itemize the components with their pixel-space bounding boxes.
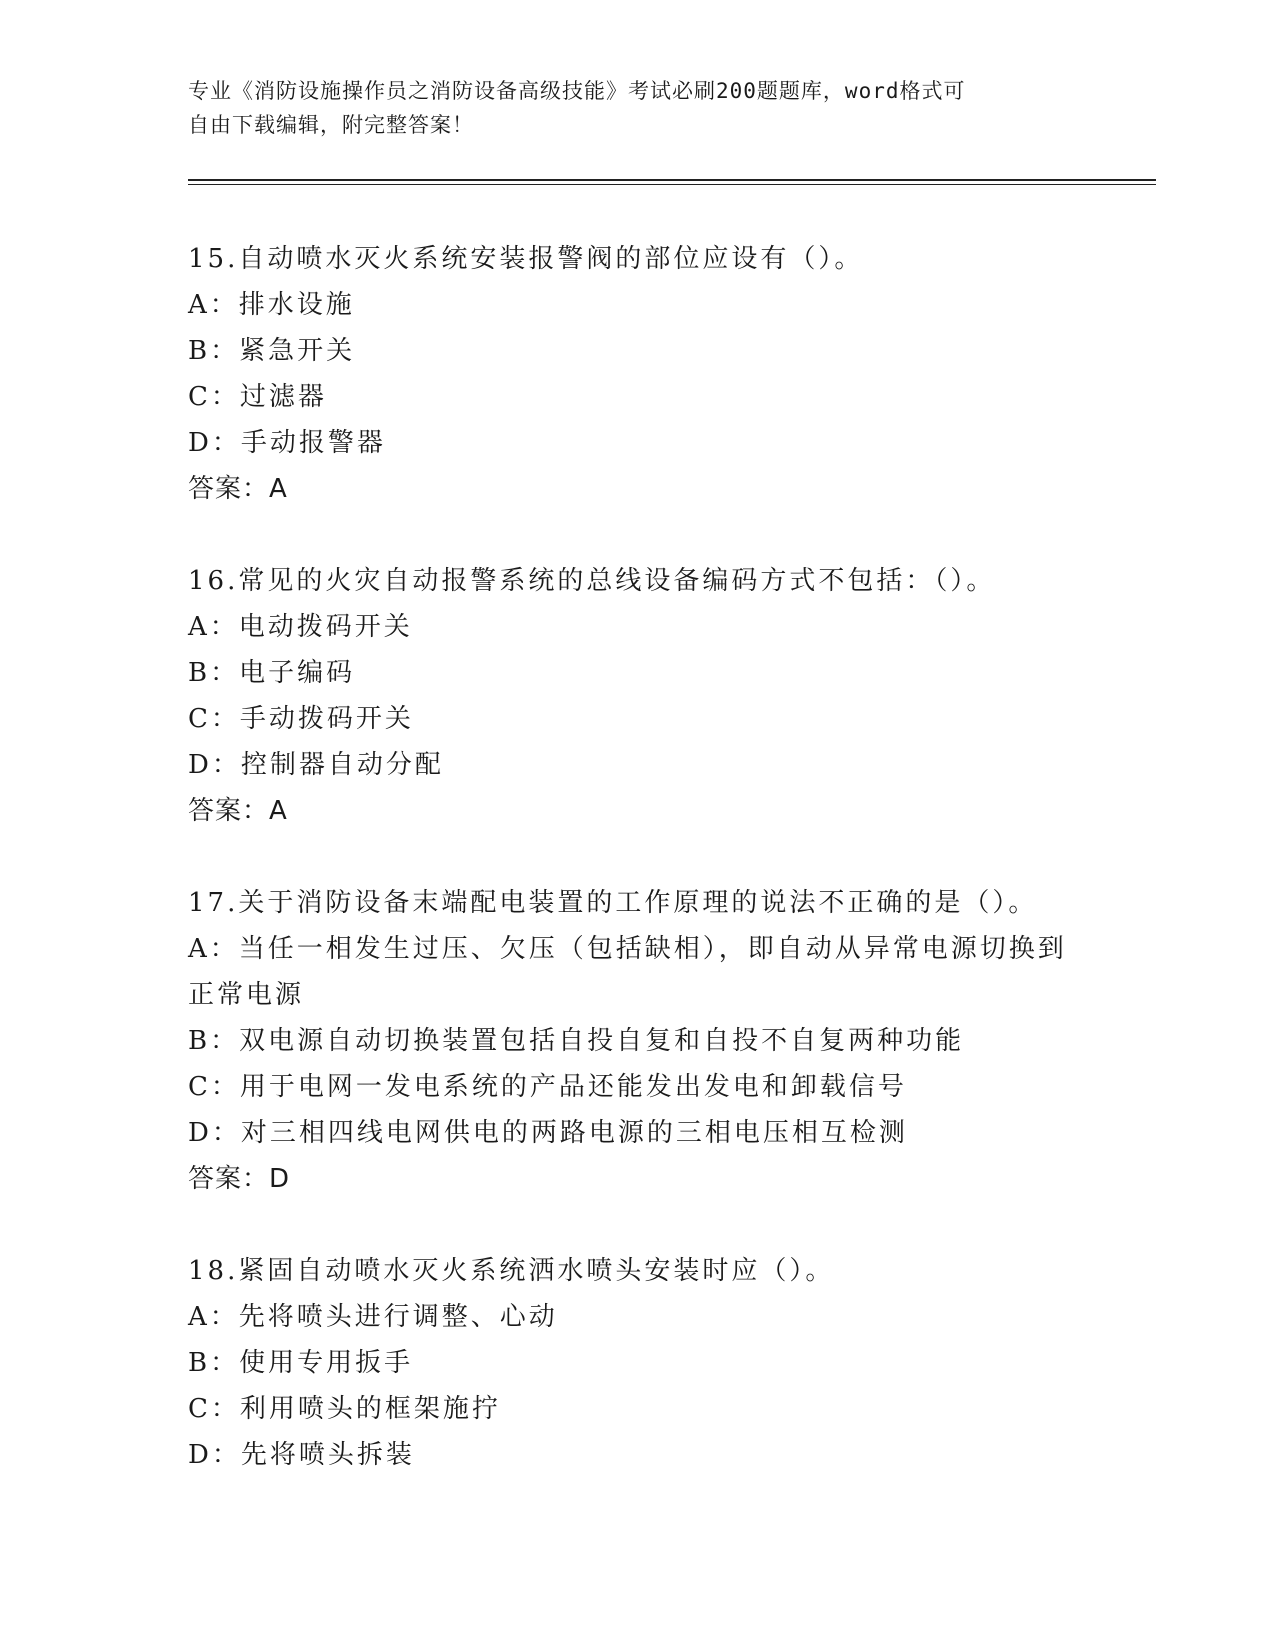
document-header <box>188 74 1088 142</box>
question-stem: 15.自动喷水灭火系统安装报警阀的部位应设有（）。 <box>188 244 864 274</box>
question-stem: 17.关于消防设备末端配电装置的工作原理的说法不正确的是（）。 <box>188 888 1038 918</box>
option-b: B：电子编码 <box>188 658 356 688</box>
question-item <box>188 558 1088 834</box>
question-list <box>188 236 1088 1524</box>
answer-line: 答案：A <box>188 796 288 826</box>
option-c: C：手动拨码开关 <box>188 704 414 734</box>
option-c: C：用于电网一发电系统的产品还能发出发电和卸载信号 <box>188 1072 907 1102</box>
option-a: A：当任一相发生过压、欠压（包括缺相），即自动从异常电源切换到正常电源 <box>188 934 1067 1010</box>
option-b: B：紧急开关 <box>188 336 356 366</box>
option-c: C：利用喷头的框架施拧 <box>188 1394 501 1424</box>
option-b: B：使用专用扳手 <box>188 1348 414 1378</box>
header-line-1: 专业《消防设施操作员之消防设备高级技能》考试必刷200题题库，word格式可 <box>188 79 966 103</box>
header-divider-thin <box>188 184 1156 185</box>
option-c: C：过滤器 <box>188 382 327 412</box>
option-a: A：电动拨码开关 <box>188 612 413 642</box>
header-line-2: 自由下载编辑，附完整答案！ <box>188 113 474 137</box>
option-d: D：先将喷头拆装 <box>188 1440 415 1470</box>
question-stem: 16.常见的火灾自动报警系统的总线设备编码方式不包括：（）。 <box>188 566 996 596</box>
question-stem: 18.紧固自动喷水灭火系统洒水喷头安装时应（）。 <box>188 1256 835 1286</box>
header-divider-thick <box>188 179 1156 181</box>
answer-line: 答案：D <box>188 1164 291 1194</box>
question-item <box>188 1248 1088 1478</box>
question-item <box>188 236 1088 512</box>
option-a: A：先将喷头进行调整、心动 <box>188 1302 558 1332</box>
option-d: D：控制器自动分配 <box>188 750 444 780</box>
option-a: A：排水设施 <box>188 290 355 320</box>
option-d: D：对三相四线电网供电的两路电源的三相电压相互检测 <box>188 1118 908 1148</box>
option-b: B：双电源自动切换装置包括自投自复和自投不自复两种功能 <box>188 1026 965 1056</box>
question-item <box>188 880 1088 1202</box>
option-d: D：手动报警器 <box>188 428 386 458</box>
answer-line: 答案：A <box>188 474 288 504</box>
